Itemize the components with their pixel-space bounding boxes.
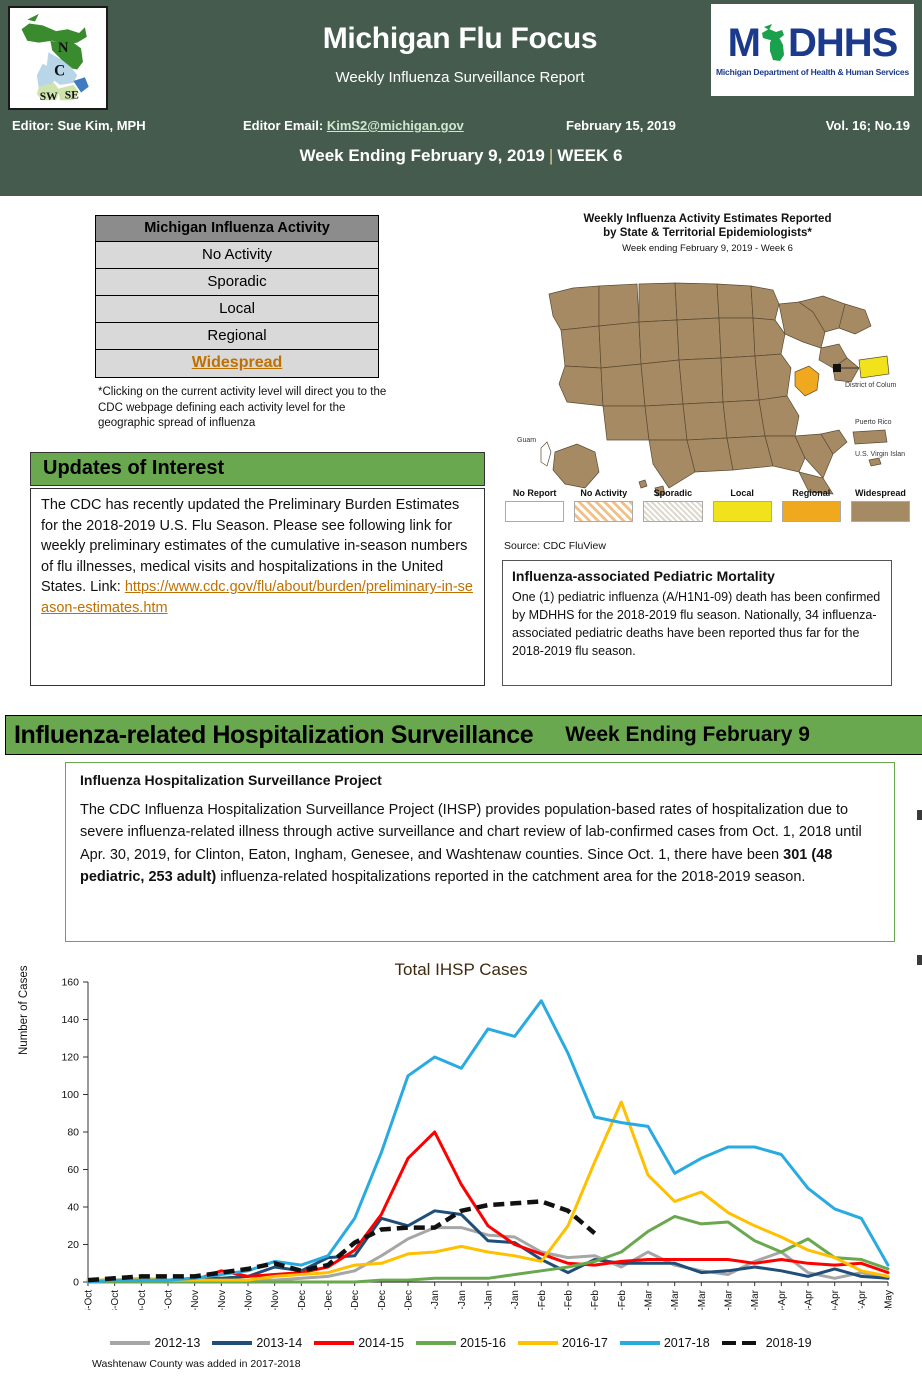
updates-header: Updates of Interest: [30, 452, 485, 486]
chart-x-tick: 23-Mar: [723, 1290, 735, 1310]
chart-x-tick: 2-Feb: [536, 1290, 548, 1310]
chart-title: Total IHSP Cases: [394, 960, 528, 979]
page-subtitle: Weekly Influenza Surveillance Report: [335, 69, 585, 86]
chart-legend-item-2017-18[interactable]: [620, 1336, 710, 1350]
activity-level-sporadic[interactable]: Sporadic: [96, 269, 379, 296]
chart-x-tick: 20-Oct: [136, 1290, 148, 1310]
legend-swatch-regional: [782, 501, 841, 522]
hospitalization-section-header: [5, 715, 922, 755]
updates-text: The CDC has recently updated the Preliminary Burden Estimates for the 2018-2019 U.S. Flu Season. Please see following link for weekly preliminary estimates of the cumulative in-season numbers of flu illnesses, medical visits and hospitalizations in the United States. Link:: [41, 497, 468, 596]
week-ending-text: Week Ending February 9, 2019: [299, 146, 545, 165]
chart-y-tick: 40: [67, 1201, 79, 1214]
legend-cell-regional: [777, 488, 846, 522]
legend-swatch-no-report: [505, 501, 564, 522]
ihsp-box-text: [80, 799, 880, 889]
chart-legend-item-2016-17[interactable]: [518, 1336, 608, 1350]
mdhhs-logo: [711, 4, 914, 96]
week-number-text: WEEK 6: [557, 146, 623, 165]
chart-x-tick: 5-Jan: [430, 1290, 442, 1310]
chart-legend-swatch-2013-14: [212, 1341, 252, 1345]
chart-legend: [0, 1336, 922, 1350]
ihsp-text-counts: 301 (48 pediatric, 253 adult): [80, 846, 833, 886]
chart-legend-label-2018-19: 2018-19: [765, 1336, 812, 1350]
activity-level-widespread[interactable]: [96, 350, 379, 378]
chart-x-tick: 2-Mar: [643, 1290, 655, 1310]
pediatric-mortality-box: [502, 560, 892, 686]
chart-legend-item-2014-15[interactable]: [314, 1336, 404, 1350]
chart-legend-swatch-2017-18: [620, 1341, 660, 1345]
activity-current-link[interactable]: Widespread: [191, 354, 283, 371]
legend-cell-no-activity: [569, 488, 638, 522]
map-subtitle: Week ending February 9, 2019 - Week 6: [622, 242, 793, 254]
map-legend-labels: [500, 488, 915, 522]
chart-x-tick: 8-Dec: [323, 1290, 335, 1310]
chart-x-tick: 24-Nov: [270, 1290, 282, 1310]
chart-y-tick: 100: [61, 1089, 79, 1101]
mdhhs-wordmark: M DHHS: [727, 21, 898, 65]
updates-link[interactable]: https://www.cdc.gov/flu/about/burden/preliminary-in-season-estimates.htm: [41, 579, 473, 616]
map-label-pr: Puerto Rico: [854, 418, 892, 426]
activity-level-no-activity[interactable]: No Activity: [96, 242, 379, 269]
chart-x-tick: 19-Jan: [483, 1290, 495, 1310]
chart-legend-item-2013-14[interactable]: [212, 1336, 302, 1350]
chart-x-tick: 30-Mar: [750, 1290, 762, 1310]
legend-swatch-widespread: [851, 501, 910, 522]
chart-x-tick: 9-Mar: [670, 1290, 682, 1310]
chart-x-tick: 13-Apr: [803, 1290, 815, 1310]
activity-level-regional[interactable]: Regional: [96, 323, 379, 350]
chart-legend-item-2015-16[interactable]: [416, 1336, 506, 1350]
chart-plot-area: [0, 950, 922, 1310]
chart-x-tick: 27-Oct: [163, 1290, 175, 1310]
us-map-graphic: [503, 256, 913, 518]
chart-legend-item-2012-13[interactable]: [110, 1336, 200, 1350]
chart-y-axis-label: Number of Cases: [18, 965, 30, 1055]
pediatric-mortality-title: Influenza-associated Pediatric Mortality: [512, 568, 775, 584]
chart-x-tick: 3-Nov: [190, 1290, 202, 1310]
legend-label-no-activity: No Activity: [580, 488, 628, 498]
chart-series-2016-17: [88, 1102, 888, 1280]
michigan-activity-table: [95, 215, 379, 378]
chart-x-tick: 20-Apr: [830, 1290, 842, 1310]
svg-text:C: C: [54, 62, 66, 80]
map-title: [500, 212, 915, 241]
pediatric-mortality-text: One (1) pediatric influenza (A/H1N1-09) death has been confirmed by MDHHS for the 2018-2019 flu season. Nationally, 34 influenza-associated pediatric deaths have been reported thus far for the 2018-2019 flu season.: [512, 590, 881, 659]
chart-x-tick: 4-May: [883, 1290, 895, 1310]
chart-x-tick: 15-Dec: [350, 1290, 362, 1310]
svg-text:N: N: [58, 40, 69, 57]
chart-x-tick: 17-Nov: [243, 1290, 255, 1310]
legend-label-no-report: No Report: [512, 488, 557, 498]
chart-x-tick: 1-Dec: [296, 1290, 308, 1310]
chart-y-tick: 140: [61, 1014, 79, 1026]
legend-swatch-no-activity: [574, 501, 633, 522]
legend-swatch-local: [713, 501, 772, 522]
page-header: [0, 0, 922, 196]
chart-y-tick: 160: [61, 976, 79, 989]
chart-legend-label-2016-17: 2016-17: [561, 1336, 608, 1350]
ihsp-info-box: [65, 762, 895, 942]
hospitalization-section-week: Week Ending February 9: [565, 723, 810, 746]
map-title-line1: Weekly Influenza Activity Estimates Reported: [583, 213, 832, 225]
activity-level-local[interactable]: Local: [96, 296, 379, 323]
michigan-regions-logo: [8, 6, 108, 110]
legend-cell-sporadic: [638, 488, 707, 522]
chart-legend-swatch-2018-19: [722, 1341, 762, 1345]
legend-label-sporadic: Sporadic: [653, 488, 693, 498]
chart-x-tick: 22-Dec: [376, 1290, 388, 1310]
chart-y-tick: 0: [73, 1276, 79, 1289]
map-label-dc: District of Colum: [844, 381, 896, 389]
ihsp-cases-chart: [0, 950, 922, 1376]
chart-x-tick: 13-Oct: [110, 1290, 122, 1310]
editor-email-label: Editor Email:: [243, 118, 324, 133]
svg-text:SE: SE: [64, 89, 79, 102]
chart-y-tick: 20: [67, 1239, 79, 1251]
chart-legend-swatch-2016-17: [518, 1341, 558, 1345]
chart-x-tick: 9-Feb: [563, 1290, 575, 1310]
chart-x-tick: 26-Jan: [510, 1290, 522, 1310]
ihsp-text-pre: The CDC Influenza Hospitalization Surveillance Project (IHSP) provides population-based rates of hospitalization due to severe influenza-related illness through active surveillance and chart review of lab-confirmed cases from Oct. 1, 2018 until Apr. 30, 2019, for Clinton, Eaton, Ingham, Genesee, and Washtenaw counties. Since Oct. 1, there have been: [80, 802, 862, 863]
map-legend: [500, 488, 915, 522]
chart-x-tick: 12-Jan: [456, 1290, 468, 1310]
legend-cell-widespread: [846, 488, 915, 522]
activity-table-note: *Clicking on the current activity level will direct you to the CDC webpage defining each activity level for the geographic spread of influenza: [98, 386, 387, 430]
map-label-guam: Guam: [516, 436, 536, 444]
page-title: Michigan Flu Focus: [322, 22, 598, 55]
chart-y-tick: 60: [67, 1164, 79, 1176]
volume-number: Vol. 16; No.19: [825, 118, 910, 133]
chart-x-tick: 16-Mar: [696, 1290, 708, 1310]
editor-email-link[interactable]: KimS2@michigan.gov: [326, 118, 464, 133]
legend-cell-no-report: [500, 488, 569, 522]
chart-legend-swatch-2014-15: [314, 1341, 354, 1345]
week-separator: |: [548, 146, 554, 165]
chart-x-tick: 10-Nov: [216, 1290, 228, 1310]
chart-x-tick: 6-Apr: [776, 1290, 788, 1310]
chart-x-tick: 29-Dec: [403, 1290, 415, 1310]
chart-legend-label-2013-14: 2013-14: [256, 1336, 303, 1350]
chart-legend-label-2017-18: 2017-18: [663, 1336, 710, 1350]
ihsp-text-post: influenza-related hospitalizations reported in the catchment area for the 2018-2019 season.: [216, 869, 806, 886]
legend-label-regional: Regional: [792, 488, 831, 498]
title-block: [180, 22, 740, 86]
chart-series-2014-15: [88, 1132, 888, 1282]
map-source: Source: CDC FluView: [504, 540, 606, 552]
page-edge-mark-top: [917, 810, 922, 820]
updates-body: [30, 488, 485, 686]
chart-legend-label-2012-13: 2012-13: [154, 1336, 201, 1350]
chart-legend-label-2015-16: 2015-16: [460, 1336, 506, 1350]
legend-swatch-sporadic: [643, 501, 702, 522]
michigan-silhouette-icon: [760, 23, 788, 63]
chart-y-tick: 80: [67, 1126, 79, 1139]
hospitalization-section-title: Influenza-related Hospitalization Surveillance: [14, 720, 534, 749]
chart-x-tick: 23-Feb: [616, 1290, 628, 1310]
mdhhs-tagline: Michigan Department of Health & Human Services: [716, 67, 909, 77]
editor-name: Editor: Sue Kim, MPH: [12, 118, 146, 133]
chart-legend-item-2018-19[interactable]: [722, 1336, 812, 1350]
legend-cell-local: [708, 488, 777, 522]
map-title-line2: by State & Territorial Epidemiologists*: [603, 227, 812, 240]
legend-label-local: Local: [730, 488, 754, 498]
ihsp-box-title: Influenza Hospitalization Surveillance Project: [80, 772, 382, 788]
svg-text:SW: SW: [39, 91, 58, 104]
chart-legend-swatch-2015-16: [416, 1341, 456, 1345]
editor-email-block: [243, 118, 464, 133]
legend-label-widespread: Widespread: [854, 488, 906, 498]
chart-x-tick: 6-Oct: [83, 1290, 95, 1310]
chart-legend-label-2014-15: 2014-15: [358, 1336, 405, 1350]
publish-date: February 15, 2019: [566, 118, 676, 133]
chart-x-tick: 27-Apr: [856, 1290, 868, 1310]
michigan-map-icon: [10, 8, 106, 108]
map-label-usvi: U.S. Virgin Islan: [854, 450, 905, 458]
chart-y-tick: 120: [61, 1051, 79, 1064]
chart-x-tick: 16-Feb: [590, 1290, 602, 1310]
activity-table-header: Michigan Influenza Activity: [96, 216, 379, 242]
chart-footnote: Washtenaw County was added in 2017-2018: [92, 1358, 301, 1370]
chart-legend-swatch-2012-13: [110, 1341, 150, 1345]
week-ending-row: [0, 146, 922, 166]
